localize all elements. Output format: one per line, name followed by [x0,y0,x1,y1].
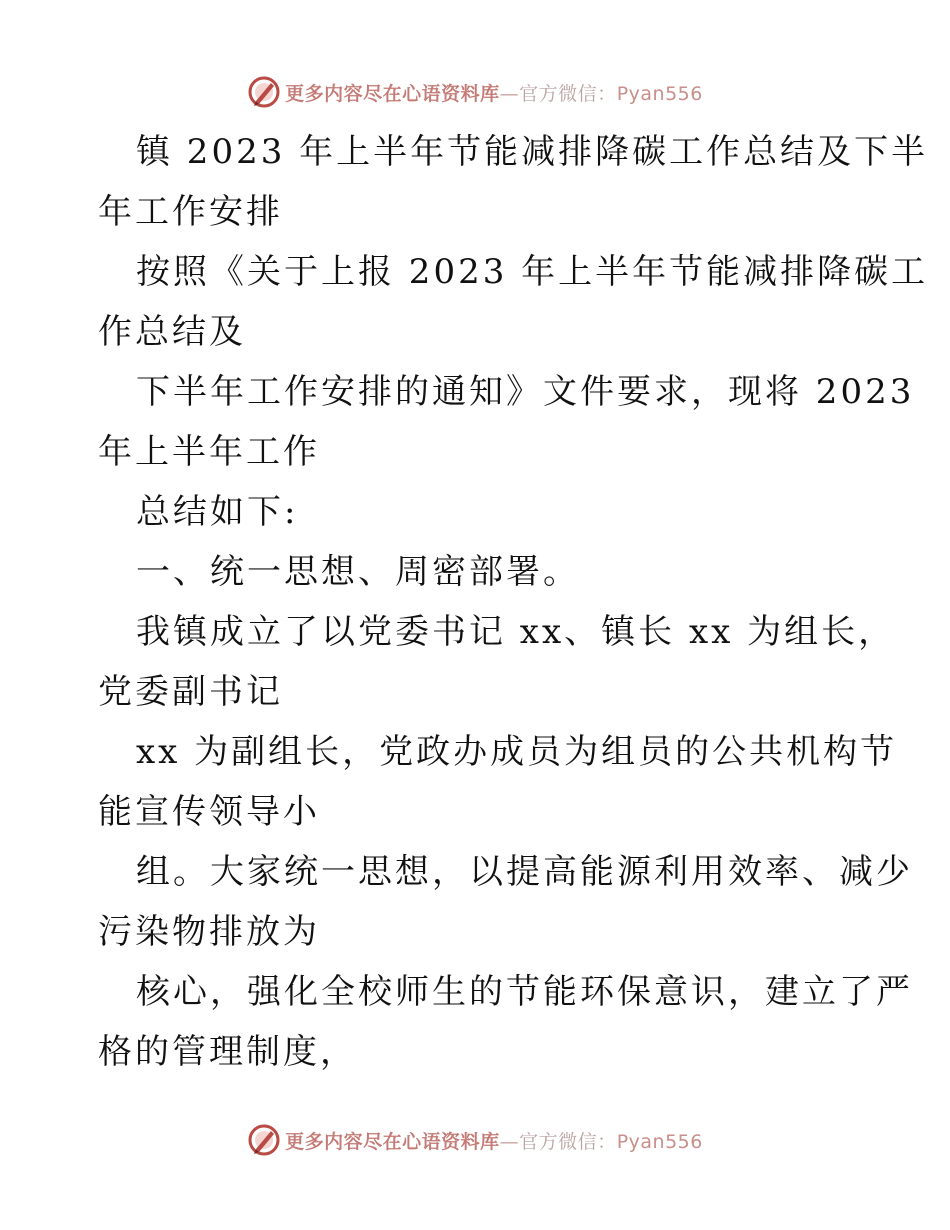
text-line: 总结如下: [136,492,299,532]
text-line: 年工作安排 [98,192,283,232]
watermark-label: 官方微信： [519,1130,617,1153]
watermark-site: 更多内容尽在心语资料库 [285,1130,500,1153]
watermark-group [247,75,703,109]
watermark-wechat-id: Pyan556 [616,82,703,105]
watermark-separator: — [499,1130,520,1153]
text-line: 我镇成立了以党委书记 xx、镇长 xx 为组长， [136,612,896,652]
text-line: 组。大家统一思想，以提高能源利用效率、减少 [136,852,913,892]
header-watermark [0,72,950,112]
watermark-text [285,1127,703,1154]
watermark-wechat-id: Pyan556 [616,1130,703,1153]
document-body [98,122,929,1082]
text-line: 能宣传领导小 [98,792,320,832]
text-line: 作总结及 [98,312,246,352]
text-line: 年上半年工作 [98,432,320,472]
footer-watermark [0,1120,950,1160]
text-line: 格的管理制度， [98,1032,357,1072]
watermark-separator: — [499,82,520,105]
text-line: 镇 2023 年上半年节能减排降碳工作总结及下半 [136,132,929,172]
watermark-group [247,1123,703,1157]
watermark-text [285,79,703,106]
pen-logo-icon [247,1123,281,1157]
text-line: 按照《关于上报 2023 年上半年节能减排降碳工 [136,252,929,292]
text-line: 污染物排放为 [98,912,320,952]
pen-logo-icon [247,75,281,109]
text-line: 下半年工作安排的通知》文件要求，现将 2023 [136,372,915,412]
text-line: 一、统一思想、周密部署。 [136,552,580,592]
watermark-label: 官方微信： [519,82,617,105]
text-line: 核心，强化全校师生的节能环保意识，建立了严 [136,972,913,1012]
text-line: xx 为副组长，党政办成员为组员的公共机构节 [136,732,898,772]
text-line: 党委副书记 [98,672,283,712]
watermark-site: 更多内容尽在心语资料库 [285,82,500,105]
